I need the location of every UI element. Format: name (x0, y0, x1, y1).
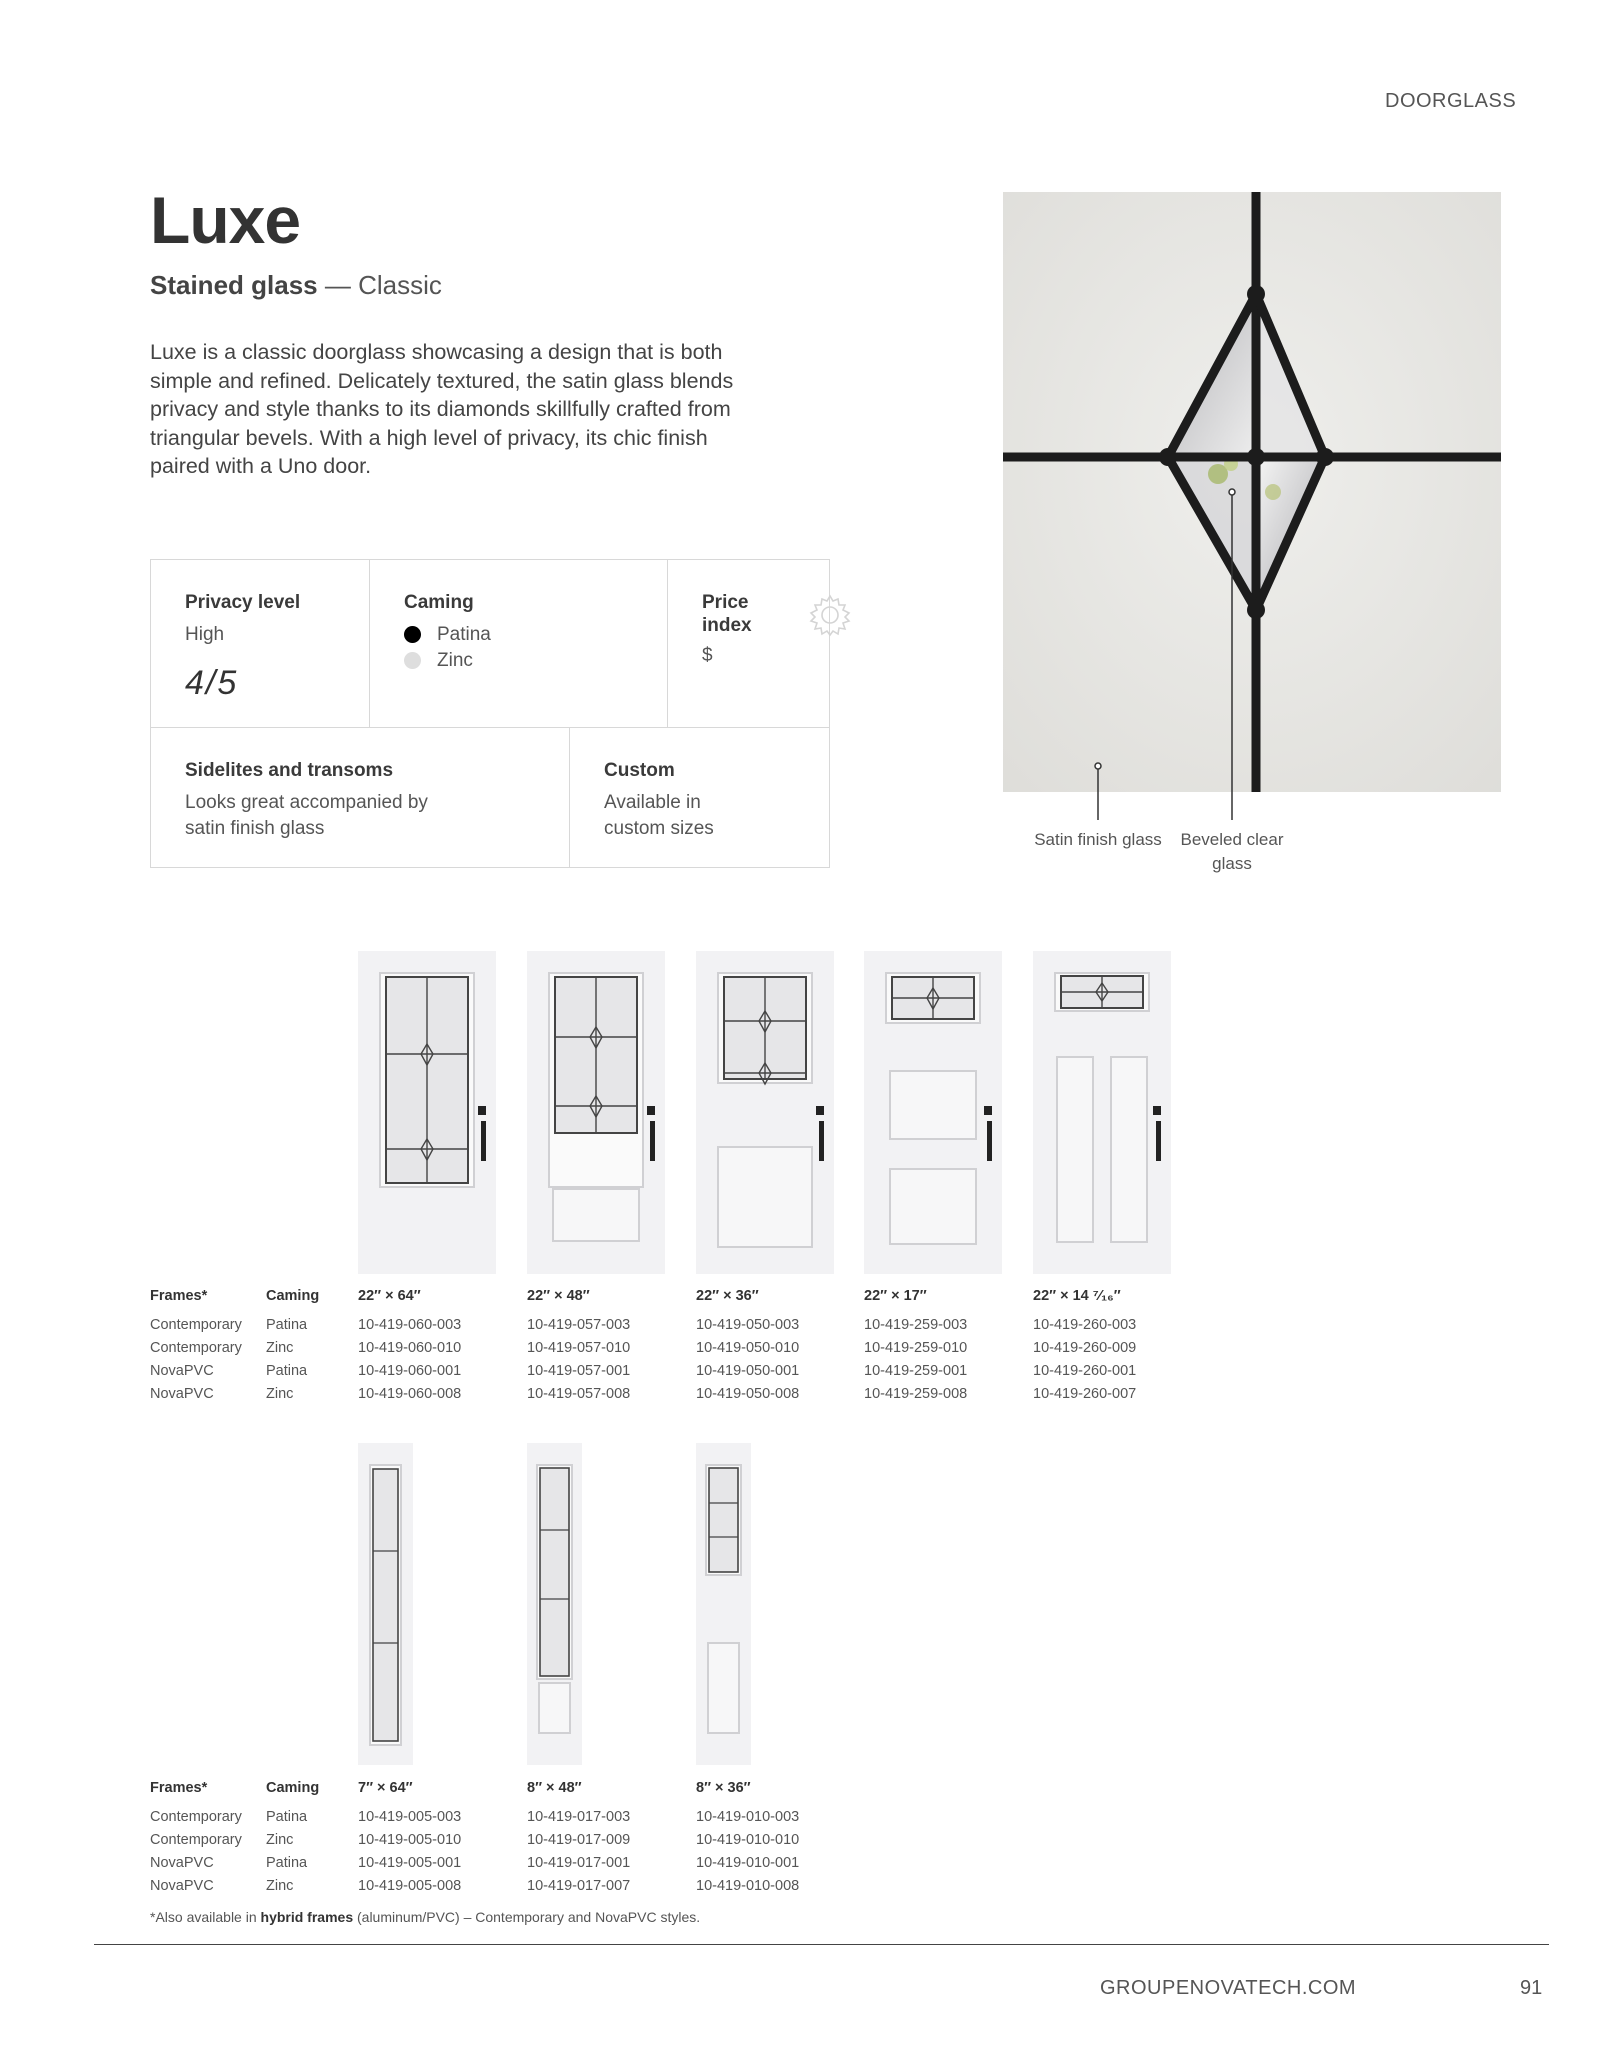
glass-closeup-photo (1003, 192, 1501, 792)
privacy-value: High (185, 624, 225, 645)
size-column-7x64 (358, 1777, 461, 1898)
caming-cell: Zinc (266, 1386, 294, 1402)
subtitle-style: — Classic (317, 270, 442, 300)
product-code: 10-419-060-008 (358, 1386, 462, 1402)
frame-cell: Contemporary (150, 1809, 242, 1825)
frame-cell: NovaPVC (150, 1855, 214, 1871)
door-image-22x17 (864, 951, 1002, 1274)
caming-cell: Zinc (266, 1832, 294, 1848)
caming-header: Caming (266, 1288, 320, 1304)
caming-option-patina (404, 622, 667, 648)
footnote-bold: hybrid frames (260, 1909, 354, 1925)
caming-cell: Patina (266, 1809, 308, 1825)
size-header: 22″ × 48″ (527, 1288, 590, 1304)
price-value: $ (702, 645, 713, 666)
size-header: 22″ × 64″ (358, 1288, 421, 1304)
product-code: 10-419-060-010 (358, 1340, 462, 1356)
sidelites-label: Sidelites and transoms (185, 760, 394, 781)
frames-header: Frames* (150, 1780, 208, 1796)
footnote (150, 1909, 700, 1925)
product-code: 10-419-259-003 (864, 1317, 968, 1333)
size-header: 22″ × 36″ (696, 1288, 759, 1304)
section-label: DOORGLASS (1385, 90, 1517, 112)
door-image-22x64 (358, 951, 496, 1274)
product-subtitle (150, 270, 442, 301)
door-image-22x48 (527, 951, 665, 1274)
product-description: Luxe is a classic doorglass showcasing a design that is both simple and refined. Delicately textured, the satin glass blends privacy and style thanks to its diamonds skillfully crafted from triangular bevels. With a high level of privacy, its chic finish paired with a Uno door. (150, 340, 734, 478)
website-link[interactable]: GROUPENOVATECH.COM (1100, 1977, 1357, 1999)
frames-column (150, 1285, 242, 1406)
caming-cell: Zinc (266, 1340, 294, 1356)
product-code: 10-419-017-003 (527, 1809, 631, 1825)
caming-column (266, 1777, 319, 1898)
product-code: 10-419-017-009 (527, 1832, 631, 1848)
price-label: Price index (702, 592, 752, 636)
product-code: 10-419-057-008 (527, 1386, 631, 1402)
size-column-22x48 (527, 1285, 630, 1406)
zinc-label: Zinc (437, 650, 473, 671)
size-column-22x36 (696, 1285, 799, 1406)
callout-lines (1003, 792, 1501, 822)
frames-header: Frames* (150, 1288, 208, 1304)
door-image-22x14 (1033, 951, 1171, 1274)
size-column-8x48 (527, 1777, 630, 1898)
privacy-rating: 4/5 (185, 664, 239, 702)
frame-cell: NovaPVC (150, 1386, 214, 1402)
custom-cell (569, 728, 829, 868)
product-code: 10-419-050-010 (696, 1340, 800, 1356)
callout-beveled-glass: Beveled clear glass (1180, 830, 1284, 873)
product-code: 10-419-057-010 (527, 1340, 631, 1356)
product-code: 10-419-260-001 (1033, 1363, 1137, 1379)
product-code: 10-419-057-003 (527, 1317, 631, 1333)
zinc-swatch (404, 652, 421, 669)
caming-cell: Patina (266, 1317, 308, 1333)
spec-box (150, 559, 830, 868)
product-code: 10-419-260-003 (1033, 1317, 1137, 1333)
product-code: 10-419-005-008 (358, 1878, 462, 1894)
spec-row-top (151, 560, 829, 728)
patina-label: Patina (437, 624, 491, 645)
frame-cell: NovaPVC (150, 1878, 214, 1894)
product-code: 10-419-050-008 (696, 1386, 800, 1402)
caming-cell: Patina (266, 1363, 308, 1379)
sidelites-text: Looks great accompanied by satin finish glass (185, 792, 428, 839)
size-header: 22″ × 14 ⁷⁄₁₆″ (1033, 1288, 1121, 1304)
sidelite-image-8x48 (527, 1443, 582, 1765)
footer-divider (94, 1944, 1549, 1945)
product-code: 10-419-260-009 (1033, 1340, 1137, 1356)
size-header: 22″ × 17″ (864, 1288, 927, 1304)
door-image-22x36 (696, 951, 834, 1274)
size-column-22x17 (864, 1285, 967, 1406)
caming-label: Caming (404, 592, 474, 613)
sidelites-cell (151, 728, 569, 868)
product-code: 10-419-060-001 (358, 1363, 462, 1379)
product-code: 10-419-057-001 (527, 1363, 631, 1379)
product-code: 10-419-005-010 (358, 1832, 462, 1848)
custom-text: Available in custom sizes (604, 792, 714, 839)
size-header: 7″ × 64″ (358, 1780, 413, 1796)
product-code: 10-419-260-007 (1033, 1386, 1137, 1402)
product-code: 10-419-005-001 (358, 1855, 462, 1871)
patina-swatch (404, 626, 421, 643)
size-column-22x64 (358, 1285, 461, 1406)
size-column-22x14 (1033, 1285, 1136, 1406)
product-title: Luxe (150, 183, 301, 257)
page-number: 91 (1520, 1977, 1543, 1999)
privacy-label: Privacy level (185, 592, 301, 613)
frame-cell: Contemporary (150, 1832, 242, 1848)
product-code: 10-419-010-001 (696, 1855, 800, 1871)
price-cell (667, 560, 829, 727)
product-code: 10-419-010-010 (696, 1832, 800, 1848)
product-code: 10-419-010-008 (696, 1878, 800, 1894)
size-column-8x36 (696, 1777, 799, 1898)
gear-icon (807, 592, 853, 638)
caming-cell: Patina (266, 1855, 308, 1871)
footnote-prefix: *Also available in (150, 1909, 261, 1925)
privacy-cell (151, 560, 369, 727)
product-code: 10-419-259-010 (864, 1340, 968, 1356)
caming-cell (369, 560, 667, 727)
caming-option-zinc (404, 648, 667, 674)
sidelite-image-7x64 (358, 1443, 413, 1765)
callout-satin-glass: Satin finish glass (1034, 830, 1162, 849)
frame-cell: NovaPVC (150, 1363, 214, 1379)
size-header: 8″ × 36″ (696, 1780, 751, 1796)
custom-label: Custom (604, 760, 675, 781)
footnote-suffix: (aluminum/PVC) – Contemporary and NovaPVC styles. (353, 1909, 701, 1925)
frames-column (150, 1777, 242, 1898)
sidelite-image-8x36 (696, 1443, 751, 1765)
product-code: 10-419-259-001 (864, 1363, 968, 1379)
product-code: 10-419-050-001 (696, 1363, 800, 1379)
product-code: 10-419-010-003 (696, 1809, 800, 1825)
product-code: 10-419-259-008 (864, 1386, 968, 1402)
product-code: 10-419-005-003 (358, 1809, 462, 1825)
subtitle-type: Stained glass (150, 270, 318, 300)
product-code: 10-419-050-003 (696, 1317, 800, 1333)
product-code: 10-419-060-003 (358, 1317, 462, 1333)
size-header: 8″ × 48″ (527, 1780, 582, 1796)
caming-header: Caming (266, 1780, 320, 1796)
product-code: 10-419-017-007 (527, 1878, 631, 1894)
caming-column (266, 1285, 319, 1406)
frame-cell: Contemporary (150, 1340, 242, 1356)
frame-cell: Contemporary (150, 1317, 242, 1333)
caming-cell: Zinc (266, 1878, 294, 1894)
product-code: 10-419-017-001 (527, 1855, 631, 1871)
